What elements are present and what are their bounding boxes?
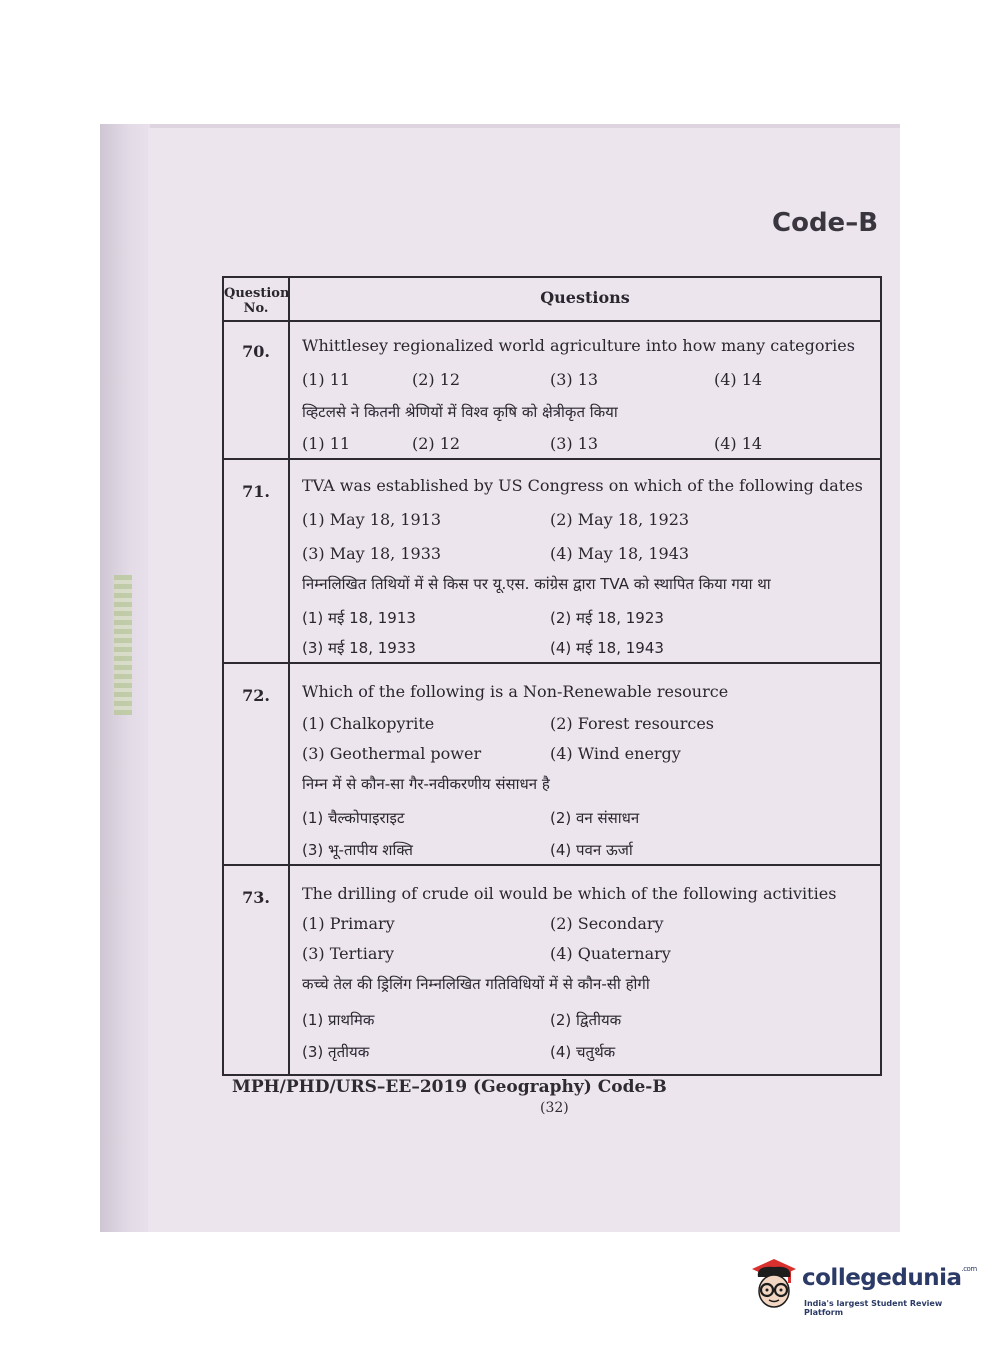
- exam-footer: MPH/PHD/URS–EE–2019 (Geography) Code-B: [232, 1077, 667, 1097]
- option-1-hi: (1) चैल्कोपाइराइट: [302, 809, 405, 827]
- question-table: [222, 276, 882, 1076]
- code-label: Code–B: [772, 208, 879, 238]
- question-row-70: [224, 320, 880, 458]
- option-2-hi: (2) वन संसाधन: [550, 809, 640, 827]
- question-text-hi: व्हिटलसे ने कितनी श्रेणियों में विश्व कृषि को क्षेत्रीकृत किया: [302, 403, 618, 421]
- question-number: 70.: [242, 342, 270, 361]
- option-3-hi: (3) भू-तापीय शक्ति: [302, 841, 413, 859]
- option-2-en: (2) Secondary: [550, 914, 664, 933]
- question-text-hi: निम्न में से कौन-सा गैर-नवीकरणीय संसाधन है: [302, 775, 550, 793]
- option-1-hi: (1) मई 18, 1913: [302, 609, 416, 627]
- option-4-hi: (4) मई 18, 1943: [550, 639, 664, 657]
- option-1-en: (1) 11: [302, 370, 351, 389]
- option-2-hi: (2) मई 18, 1923: [550, 609, 664, 627]
- logo-wordmark: [802, 1265, 977, 1291]
- option-2-en: (2) 12: [412, 370, 461, 389]
- option-3-en: (3) Geothermal power: [302, 744, 482, 763]
- logo-tagline: India's largest Student Review Platform: [804, 1299, 943, 1317]
- question-text-en: Which of the following is a Non-Renewable resource: [302, 682, 729, 701]
- option-1-en: (1) Chalkopyrite: [302, 714, 435, 733]
- question-text-hi: निम्नलिखित तिथियों में से किस पर यू.एस. कांग्रेस द्वारा TVA को स्थापित किया गया था: [302, 575, 771, 593]
- logo-suffix: .com: [961, 1265, 977, 1273]
- option-4-en: (4) Quaternary: [550, 944, 671, 963]
- question-text-hi: कच्चे तेल की ड्रिलिंग निम्नलिखित गतिविधियों में से कौन-सी होगी: [302, 975, 650, 993]
- table-header: [224, 278, 880, 322]
- question-number: 71.: [242, 482, 270, 501]
- option-2-hi: (2) 12: [412, 434, 461, 453]
- logo-name-text: collegedunia: [802, 1265, 962, 1291]
- option-2-en: (2) May 18, 1923: [550, 510, 690, 529]
- option-2-en: (2) Forest resources: [550, 714, 715, 733]
- question-row-71: [224, 458, 880, 664]
- option-3-en: (3) 13: [550, 370, 599, 389]
- option-4-hi: (4) 14: [714, 434, 763, 453]
- option-4-hi: (4) चतुर्थक: [550, 1043, 616, 1061]
- option-3-hi: (3) तृतीयक: [302, 1043, 370, 1061]
- option-3-en: (3) Tertiary: [302, 944, 395, 963]
- question-number: 72.: [242, 686, 270, 705]
- mascot-icon: [744, 1255, 804, 1315]
- option-4-hi: (4) पवन ऊर्जा: [550, 841, 633, 859]
- binding-stripe: [114, 575, 132, 715]
- question-text-en: TVA was established by US Congress on which of the following dates: [302, 476, 863, 495]
- question-text-en: Whittlesey regionalized world agriculture into how many categories: [302, 336, 855, 355]
- option-1-hi: (1) 11: [302, 434, 351, 453]
- question-row-72: [224, 662, 880, 866]
- option-3-hi: (3) 13: [550, 434, 599, 453]
- option-2-hi: (2) द्वितीयक: [550, 1011, 622, 1029]
- option-1-en: (1) May 18, 1913: [302, 510, 442, 529]
- header-questions: Questions: [540, 288, 630, 307]
- page-number: (32): [540, 1100, 569, 1116]
- option-4-en: (4) 14: [714, 370, 763, 389]
- option-4-en: (4) May 18, 1943: [550, 544, 690, 563]
- option-3-en: (3) May 18, 1933: [302, 544, 442, 563]
- option-1-hi: (1) प्राथमिक: [302, 1011, 375, 1029]
- option-1-en: (1) Primary: [302, 914, 395, 933]
- question-number: 73.: [242, 888, 270, 907]
- option-3-hi: (3) मई 18, 1933: [302, 639, 416, 657]
- option-4-en: (4) Wind energy: [550, 744, 681, 763]
- question-row-73: [224, 864, 880, 1076]
- question-text-en: The drilling of crude oil would be which of the following activities: [302, 884, 837, 903]
- collegedunia-logo[interactable]: [744, 1255, 977, 1325]
- header-question-no: Question No.: [224, 286, 290, 316]
